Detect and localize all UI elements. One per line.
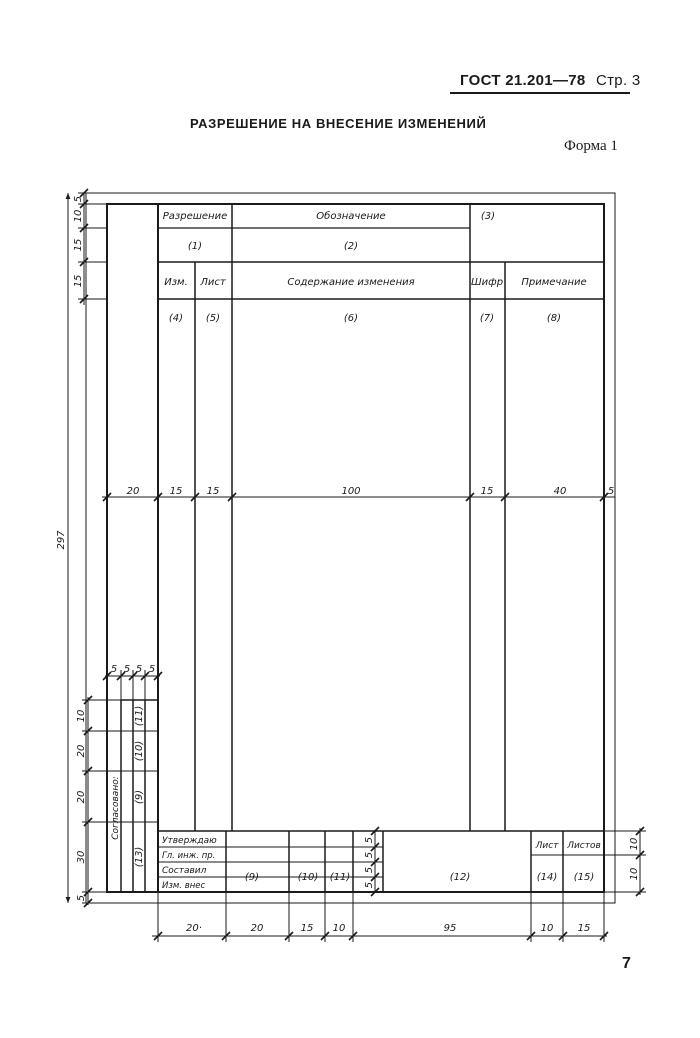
field-12: (12)	[449, 872, 471, 883]
dim-5-a: 5	[110, 664, 118, 675]
dim-15-bottom-a: 15	[300, 923, 314, 934]
dim-297: 297	[56, 530, 67, 550]
field-2: (2)	[343, 241, 359, 252]
field-11: (11)	[329, 872, 351, 883]
note-label: Примечание	[521, 277, 587, 288]
field-15: (15)	[573, 872, 595, 883]
form-label: Форма 1	[564, 138, 618, 154]
dim-5-left: 5	[76, 894, 87, 902]
dim-5-s3: 5	[364, 866, 375, 874]
dim-20-col: 20	[126, 486, 140, 497]
dim-10-bottom-b: 10	[540, 923, 554, 934]
field-4: (4)	[168, 313, 184, 324]
dim-5-b: 5	[123, 664, 131, 675]
dim-95-bottom: 95	[443, 923, 457, 934]
approve-label: Утверждаю	[162, 836, 217, 846]
field-10-agree: (10)	[134, 740, 145, 762]
list-label: Лист	[200, 277, 226, 288]
field-10: (10)	[297, 872, 319, 883]
izm-vnes-label: Изм. внес	[162, 881, 206, 891]
dim-5-s4: 5	[364, 881, 375, 889]
table-text	[163, 210, 587, 324]
dim-20-left-b: 20	[76, 790, 87, 804]
permission-label: Разрешение	[162, 211, 228, 222]
dim-5-top: 5	[73, 195, 84, 203]
dimension-ticks	[80, 189, 644, 940]
agreed-label: Согласовано:	[111, 776, 121, 840]
izm-label: Изм.	[164, 277, 188, 288]
dim-10-left: 10	[76, 709, 87, 723]
field-11-agree: (11)	[134, 705, 145, 727]
field-7: (7)	[479, 313, 495, 324]
dim-15-col-b: 15	[206, 486, 220, 497]
field-1: (1)	[187, 241, 203, 252]
dim-10-right-a: 10	[629, 837, 640, 851]
document-title: РАЗРЕШЕНИЕ НА ВНЕСЕНИЕ ИЗМЕНЕНИЙ	[190, 116, 487, 131]
dim-20-bottom-a: 20·	[186, 923, 202, 934]
field-8: (8)	[546, 313, 562, 324]
field-13: (13)	[134, 846, 145, 868]
field-5: (5)	[205, 313, 221, 324]
dim-15-a: 15	[73, 238, 84, 252]
dim-5-d: 5	[148, 664, 156, 675]
sheet-label: Лист	[535, 841, 559, 851]
dim-15-col-c: 15	[480, 486, 494, 497]
sheets-label: Листов	[567, 841, 601, 851]
standard-number: ГОСТ 21.201—78	[460, 72, 586, 89]
content-label: Содержание изменения	[287, 277, 415, 288]
dim-15-bottom-b: 15	[577, 923, 591, 934]
dim-20-left-a: 20	[76, 744, 87, 758]
dim-100-col: 100	[341, 486, 361, 497]
chief-engineer-label: Гл. инж. пр.	[162, 851, 216, 861]
field-14: (14)	[536, 872, 558, 883]
compiled-label: Составил	[162, 866, 207, 876]
dim-5-c: 5	[135, 664, 143, 675]
field-6: (6)	[343, 313, 359, 324]
field-9: (9)	[244, 872, 260, 883]
page-ref: Стр. 3	[596, 72, 641, 89]
dim-15-col-a: 15	[169, 486, 183, 497]
main-frame	[107, 204, 604, 892]
dim-20-bottom-b: 20	[250, 923, 264, 934]
shifr-label: Шифр	[470, 277, 504, 288]
dim-30-left: 30	[76, 850, 87, 864]
dim-5-s1: 5	[364, 836, 375, 844]
dim-10-bottom-a: 10	[332, 923, 346, 934]
dim-10-top: 10	[73, 209, 84, 223]
dimension-lines	[68, 193, 646, 942]
field-3: (3)	[480, 211, 496, 222]
stamp-text	[111, 706, 601, 891]
dim-5-s2: 5	[364, 851, 375, 859]
dim-10-right-b: 10	[629, 867, 640, 881]
designation-label: Обозначение	[316, 211, 386, 222]
page-number: 7	[622, 955, 631, 972]
dim-40-col: 40	[553, 486, 567, 497]
field-9-agree: (9)	[134, 789, 145, 805]
dim-15-b: 15	[73, 274, 84, 288]
dimension-text	[56, 196, 640, 934]
dim-5-col: 5	[607, 486, 615, 497]
